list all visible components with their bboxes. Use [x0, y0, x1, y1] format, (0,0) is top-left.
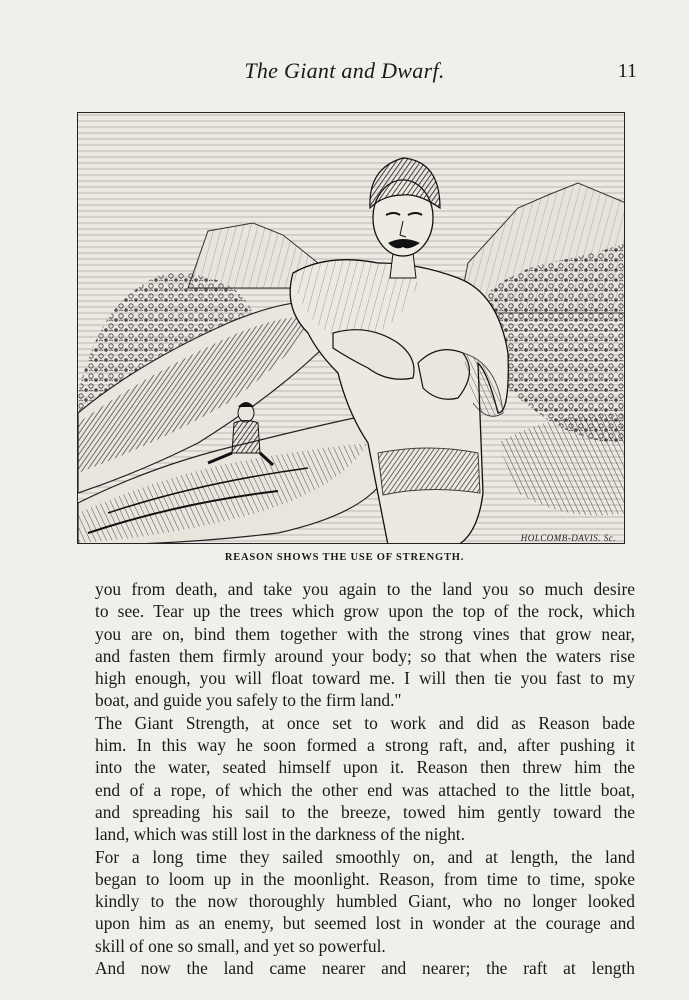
text-line-content: For a long time they sailed smoothly on, and at length, the land — [95, 846, 635, 867]
engraving-scene — [78, 113, 625, 544]
text-line: high enough, you will float toward me. I will then tie you fast to my — [95, 668, 635, 689]
paragraph — [95, 846, 635, 957]
text-line: and fasten them firmly around your body; so that when the waters rise — [95, 645, 635, 666]
text-line: him. In this way he soon formed a strong raft, and, after pushing it — [95, 735, 635, 756]
text-line — [95, 712, 635, 734]
text-line: land, which was still lost in the darkness of the night. — [95, 824, 465, 845]
text-line: you are on, bind them together with the strong vines that grow near, — [95, 623, 635, 644]
text-line: you from death, and take you again to the land you so much desire — [95, 579, 635, 599]
running-title: The Giant and Dwarf. — [244, 58, 445, 83]
engraving-illustration — [77, 112, 625, 544]
page-number: 11 — [617, 60, 637, 82]
text-line: to see. Tear up the trees which grow upon the top of the rock, which — [95, 601, 635, 622]
body-text — [95, 578, 635, 979]
paragraph — [95, 712, 635, 846]
text-line: began to loom up in the moonlight. Reason, from time to time, spoke — [95, 868, 635, 889]
text-line — [95, 846, 635, 868]
text-line: kindly to the now thoroughly humbled Giant, who no longer looked — [95, 891, 635, 912]
text-line — [95, 957, 635, 979]
engraver-signature: HOLCOMB-DAVIS. Sc. — [520, 533, 616, 543]
text-line: and spreading his sail to the breeze, towed him gently toward the — [95, 801, 635, 822]
text-line: upon him as an enemy, but seemed lost in wonder at the courage and — [95, 913, 635, 934]
paragraph — [95, 578, 635, 712]
text-line: end of a rope, of which the other end was attached to the little boat, — [95, 779, 635, 800]
text-line: skill of one so small, and yet so powerful. — [95, 935, 386, 956]
text-line-content: And now the land came nearer and nearer; the raft at length — [95, 958, 635, 979]
text-line: boat, and guide you safely to the firm land." — [95, 690, 402, 711]
paragraph — [95, 957, 635, 979]
text-line: into the water, seated himself upon it. Reason then threw him the — [95, 757, 635, 778]
illustration-caption: REASON SHOWS THE USE OF STRENGTH. — [224, 552, 465, 563]
text-line-content: The Giant Strength, at once set to work and did as Reason bade — [95, 712, 635, 733]
